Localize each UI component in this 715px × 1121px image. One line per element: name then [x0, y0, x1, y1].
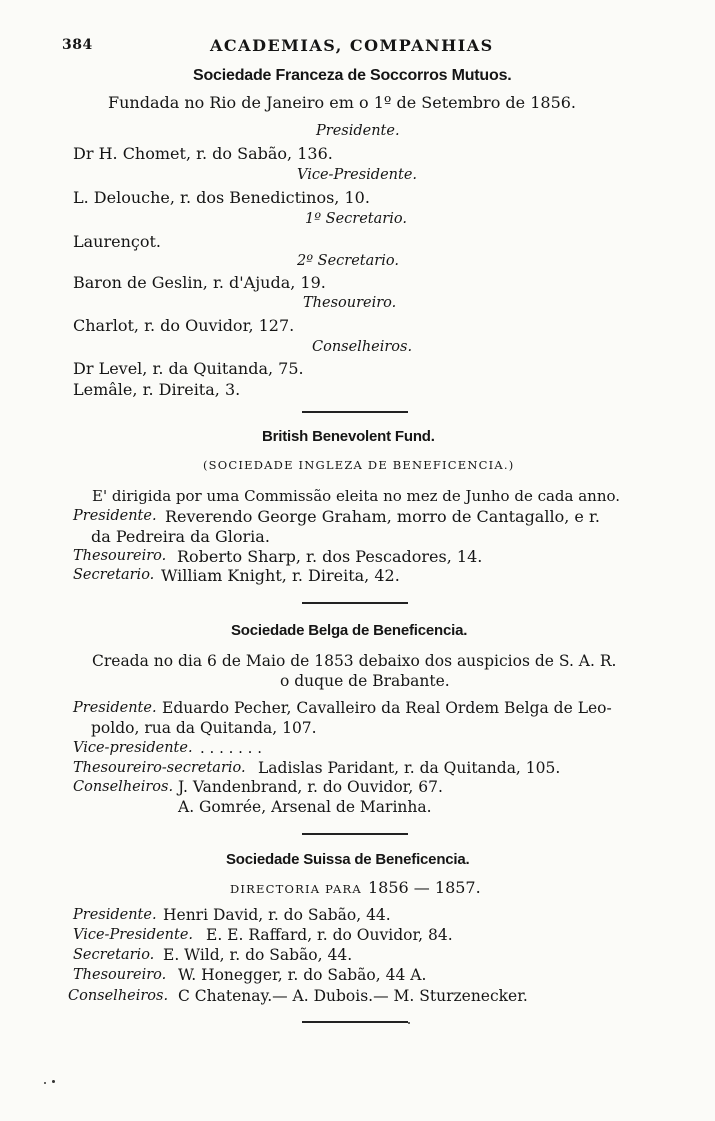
francesa-thesoureiro-label: Thesoureiro.	[303, 295, 397, 311]
suissa-thesoureiro-label: Thesoureiro.	[73, 967, 167, 983]
british-presidente-label: Presidente.	[73, 508, 157, 524]
section-divider	[302, 833, 408, 835]
suissa-conselheiros: C Chatenay.— A. Dubois.— M. Sturzenecker.	[178, 987, 528, 1005]
british-thesoureiro-label: Thesoureiro.	[73, 548, 167, 564]
francesa-conselheiro-2: Lemâle, r. Direita, 3.	[73, 380, 241, 399]
francesa-secretario2: Baron de Geslin, r. d'Ajuda, 19.	[73, 273, 326, 292]
british-presidente-line1: Reverendo George Graham, morro de Cantagallo, e r.	[165, 507, 600, 526]
british-title: British Benevolent Fund.	[262, 428, 435, 445]
francesa-founded: Fundada no Rio de Janeiro em o 1º de Setembro de 1856.	[108, 93, 577, 112]
francesa-secretario2-label: 2º Secretario.	[297, 253, 399, 269]
page-number: 384	[62, 37, 93, 53]
suissa-presidente: Henri David, r. do Sabão, 44.	[163, 906, 391, 924]
suissa-secretario-label: Secretario.	[73, 947, 155, 963]
suissa-conselheiros-label: Conselheiros.	[68, 988, 169, 1004]
belga-conselheiros-label: Conselheiros.	[73, 779, 174, 795]
suissa-presidente-label: Presidente.	[73, 907, 157, 923]
ink-speck	[52, 1080, 55, 1083]
british-thesoureiro: Roberto Sharp, r. dos Pescadores, 14.	[177, 547, 483, 566]
belga-conselheiro-2: A. Gomrée, Arsenal de Marinha.	[178, 798, 432, 816]
british-intro: E' dirigida por uma Commissão eleita no mez de Junho de cada anno.	[92, 487, 621, 505]
ink-speck	[408, 1022, 410, 1024]
belga-created-line1: Creada no dia 6 de Maio de 1853 debaixo dos auspicios de S. A. R.	[92, 652, 617, 670]
suissa-title: Sociedade Suissa de Beneficencia.	[226, 851, 470, 868]
suissa-vice: E. E. Raffard, r. do Ouvidor, 84.	[206, 926, 453, 944]
british-presidente-line2: da Pedreira da Gloria.	[91, 527, 270, 546]
francesa-secretario1: Laurençot.	[73, 232, 161, 251]
belga-thes-sec: Ladislas Paridant, r. da Quitanda, 105.	[258, 759, 561, 777]
running-title: ACADEMIAS, COMPANHIAS	[210, 36, 494, 55]
suissa-directoria-label: DIRECTORIA PARA	[230, 882, 362, 896]
belga-vice-label: Vice-presidente.	[73, 740, 193, 756]
francesa-conselheiro-1: Dr Level, r. da Quitanda, 75.	[73, 359, 304, 378]
british-secretario: William Knight, r. Direita, 42.	[161, 566, 400, 585]
section-divider	[302, 602, 408, 604]
francesa-thesoureiro: Charlot, r. do Ouvidor, 127.	[73, 316, 295, 335]
belga-created-line2: o duque de Brabante.	[280, 672, 450, 690]
belga-thes-sec-label: Thesoureiro-secretario.	[73, 760, 246, 776]
suissa-directoria-years: 1856 — 1857.	[368, 878, 481, 897]
francesa-vice-label: Vice-Presidente.	[297, 167, 418, 183]
belga-presidente-line2: poldo, rua da Quitanda, 107.	[91, 719, 317, 737]
francesa-presidente: Dr H. Chomet, r. do Sabão, 136.	[73, 144, 333, 163]
suissa-vice-label: Vice-Presidente.	[73, 927, 194, 943]
francesa-secretario1-label: 1º Secretario.	[305, 211, 407, 227]
suissa-thesoureiro: W. Honegger, r. do Sabão, 44 A.	[178, 966, 427, 984]
ink-speck	[44, 1082, 46, 1084]
belga-presidente-line1: Eduardo Pecher, Cavalleiro da Real Ordem Belga de Leo-	[162, 699, 612, 717]
suissa-secretario: E. Wild, r. do Sabão, 44.	[163, 946, 353, 964]
belga-presidente-label: Presidente.	[73, 700, 157, 716]
section-divider	[302, 1021, 408, 1023]
francesa-conselheiros-label: Conselheiros.	[312, 339, 413, 355]
francesa-presidente-label: Presidente.	[316, 123, 400, 139]
british-subtitle: (SOCIEDADE INGLEZA DE BENEFICENCIA.)	[203, 458, 515, 472]
section-divider	[302, 411, 408, 413]
belga-vice: . . . . . . .	[200, 739, 262, 757]
francesa-title: Sociedade Franceza de Soccorros Mutuos.	[193, 67, 512, 84]
belga-title: Sociedade Belga de Beneficencia.	[231, 622, 468, 639]
belga-conselheiro-1: J. Vandenbrand, r. do Ouvidor, 67.	[178, 778, 443, 796]
british-secretario-label: Secretario.	[73, 567, 155, 583]
francesa-vice: L. Delouche, r. dos Benedictinos, 10.	[73, 188, 370, 207]
